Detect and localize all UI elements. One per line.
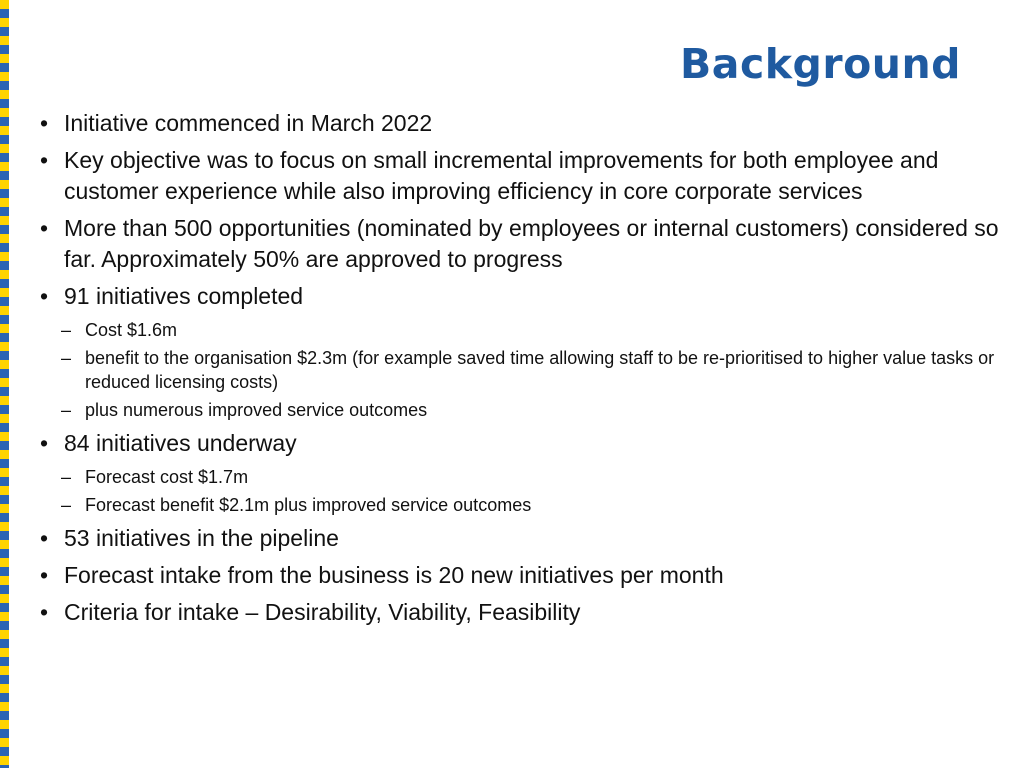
dash-marker: – (61, 348, 72, 368)
bullet-item (40, 281, 1000, 312)
sub-bullet-item (40, 493, 1000, 517)
sub-bullet-list (40, 318, 1000, 422)
bullet-text: Key objective was to focus on small incremental improvements for both employee and customer experience while also improving efficiency in core corporate services (64, 147, 939, 204)
sub-bullet-text: plus numerous improved service outcomes (85, 400, 428, 420)
decorative-side-stripe (0, 0, 9, 768)
bullet-item (40, 597, 1000, 628)
bullet-marker: • (40, 215, 49, 241)
bullet-text: 84 initiatives underway (64, 430, 297, 456)
sub-bullet-item (40, 318, 1000, 342)
bullet-item (40, 145, 1000, 207)
bullet-text: 53 initiatives in the pipeline (64, 525, 339, 551)
slide-title: Background (680, 40, 961, 88)
bullet-text: More than 500 opportunities (nominated by employees or internal customers) considered so far. Approximately 50% are approved to progress (64, 215, 999, 272)
bullet-item (40, 523, 1000, 554)
bullet-text: 91 initiatives completed (64, 283, 304, 309)
bullet-item (40, 560, 1000, 591)
dash-marker: – (61, 320, 72, 340)
dash-marker: – (61, 400, 72, 420)
dash-marker: – (61, 495, 72, 515)
bullet-text: Initiative commenced in March 2022 (64, 110, 433, 136)
sub-bullet-text: Forecast benefit $2.1m plus improved service outcomes (85, 495, 532, 515)
bullet-marker: • (40, 599, 49, 625)
sub-bullet-text: benefit to the organisation $2.3m (for example saved time allowing staff to be re-prioritised to higher value tasks or reduced licensing costs) (85, 348, 995, 392)
bullet-marker: • (40, 562, 49, 588)
sub-bullet-item (40, 398, 1000, 422)
sub-bullet-item (40, 465, 1000, 489)
bullet-marker: • (40, 283, 49, 309)
bullet-marker: • (40, 147, 49, 173)
bullet-item (40, 108, 1000, 139)
sub-bullet-list (40, 465, 1000, 517)
bullet-marker: • (40, 110, 49, 136)
dash-marker: – (61, 467, 72, 487)
sub-bullet-item (40, 346, 1000, 394)
bullet-text: Criteria for intake – Desirability, Viability, Feasibility (64, 599, 581, 625)
sub-bullet-text: Forecast cost $1.7m (85, 467, 249, 487)
bullet-item (40, 213, 1000, 275)
bullet-marker: • (40, 430, 49, 456)
bullet-marker: • (40, 525, 49, 551)
bullet-item (40, 428, 1000, 459)
bullet-list (40, 108, 1000, 634)
bullet-text: Forecast intake from the business is 20 new initiatives per month (64, 562, 724, 588)
sub-bullet-text: Cost $1.6m (85, 320, 178, 340)
